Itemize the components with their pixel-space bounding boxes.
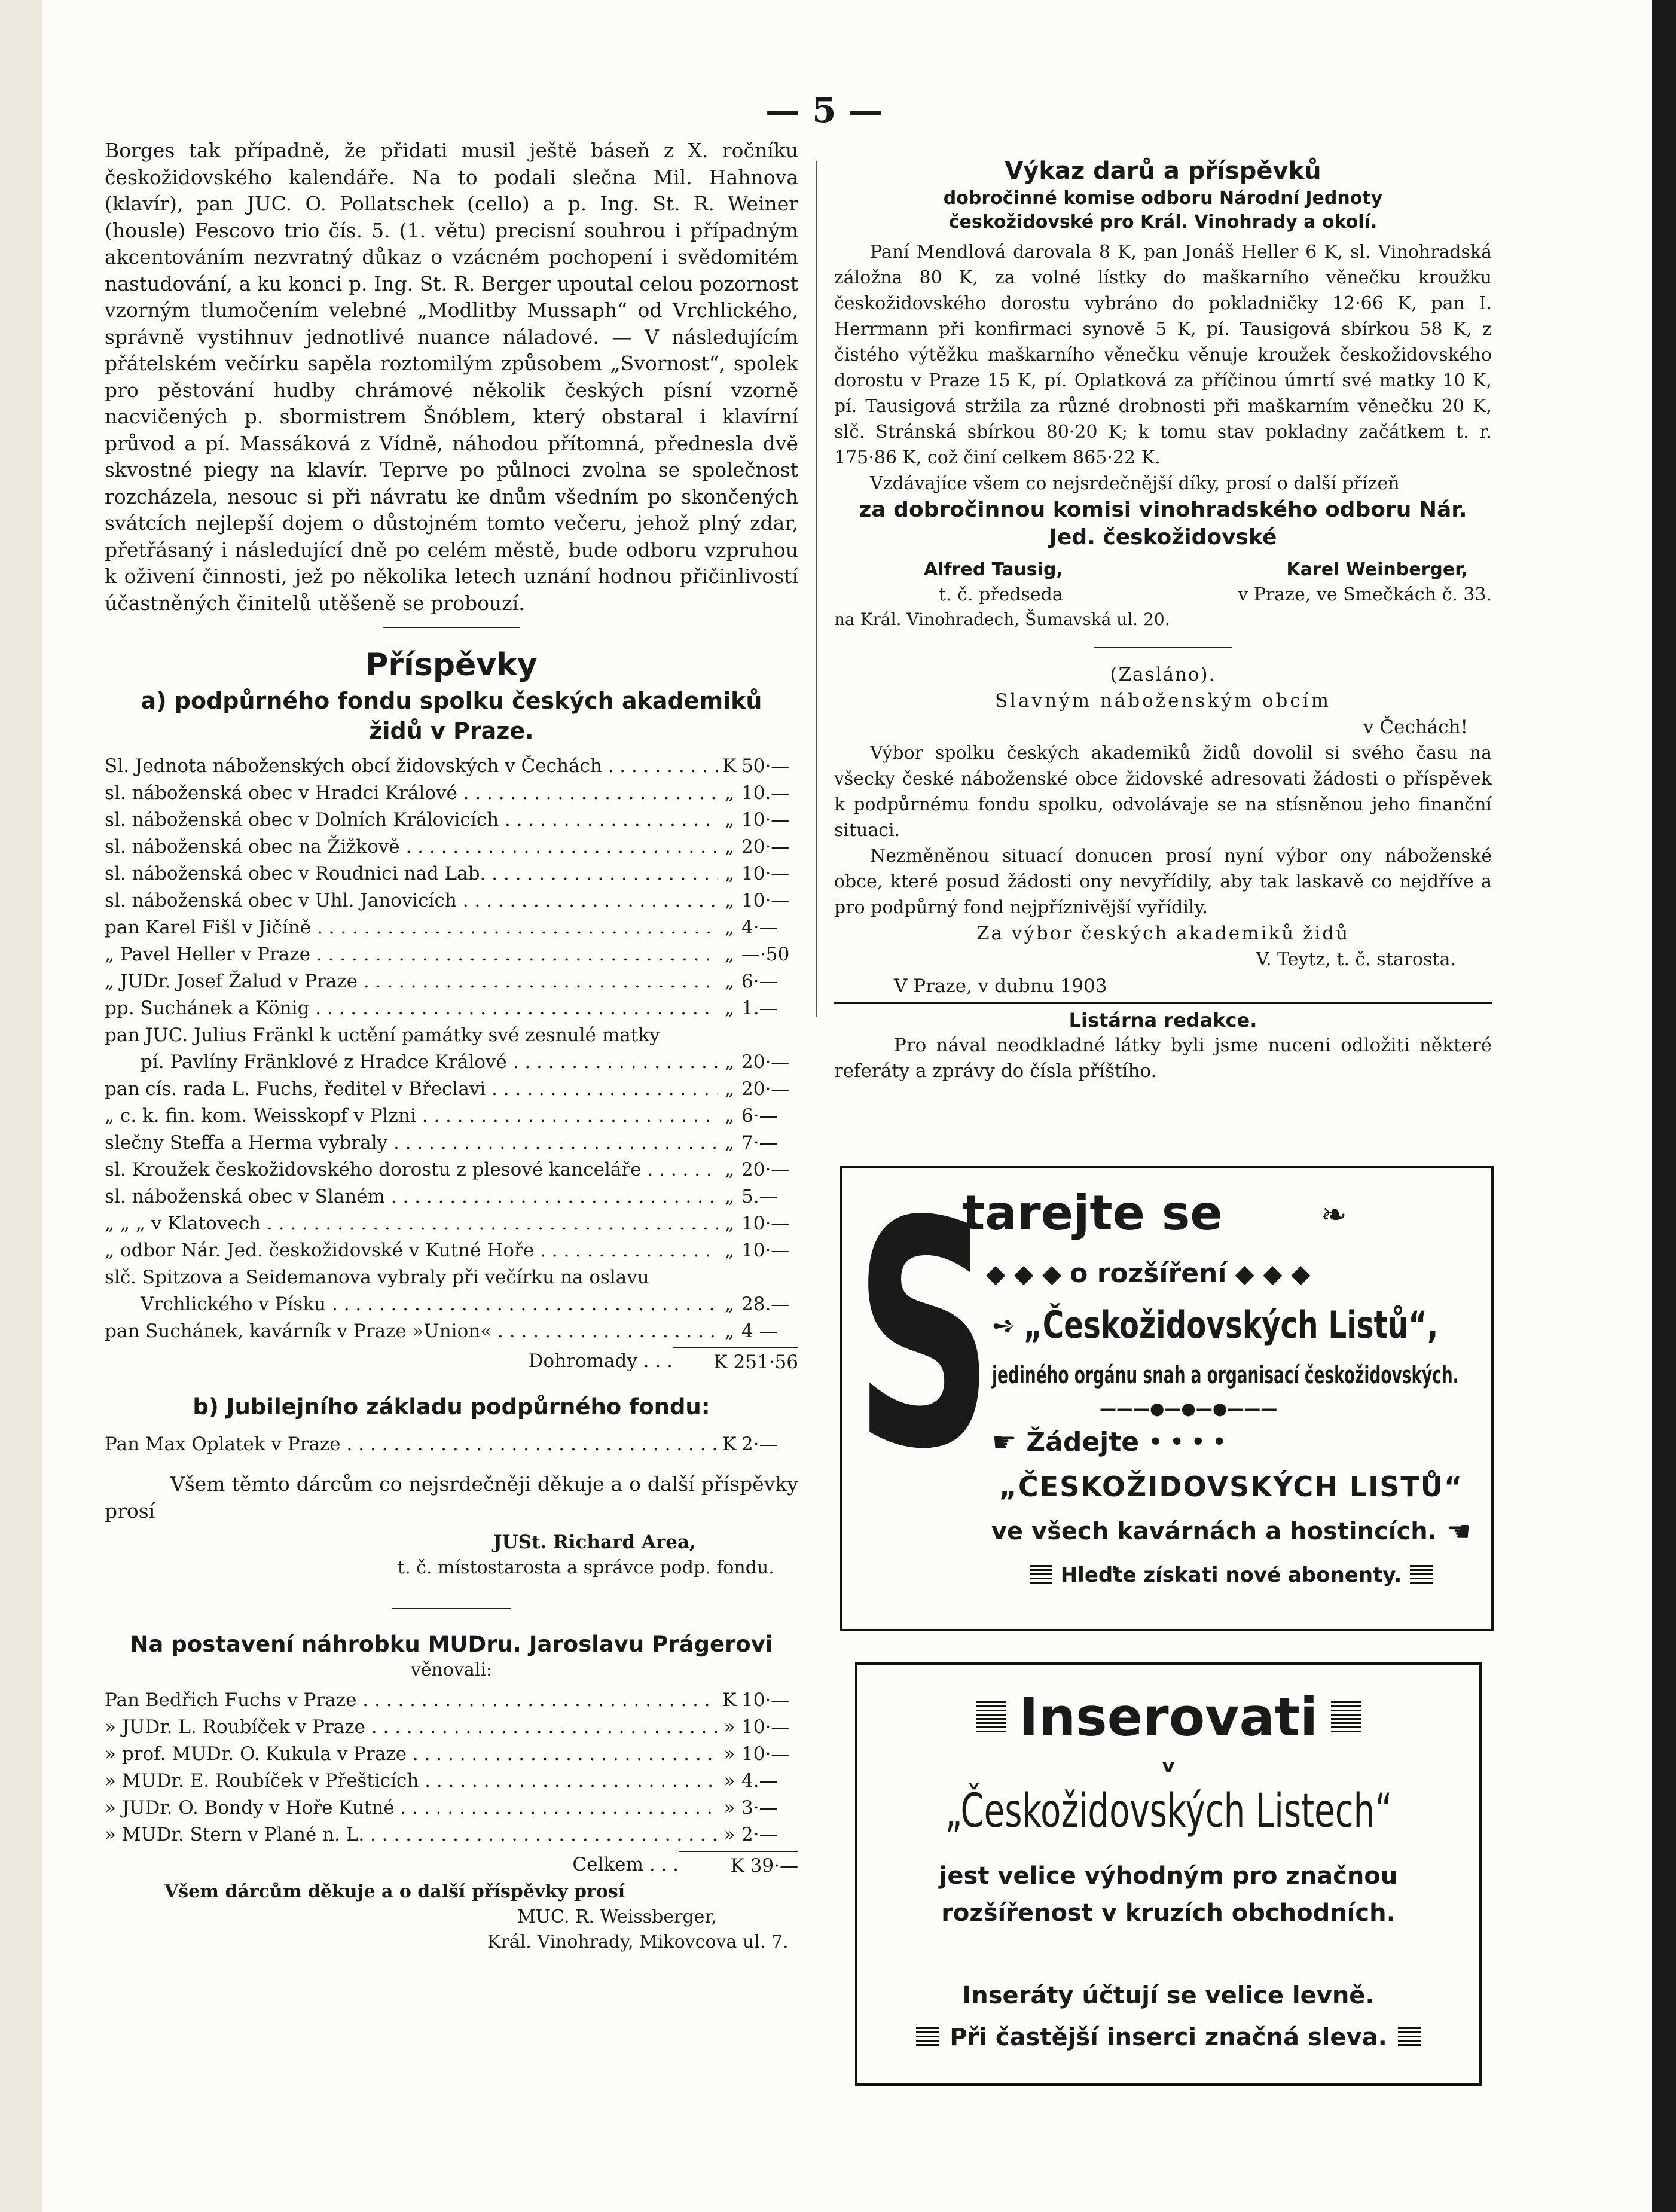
list-item xyxy=(105,1795,798,1822)
item-label: pan Suchánek, kavárník v Praze »Union« . . . xyxy=(105,1318,718,1345)
contrib-total-label: Dohromady . . . xyxy=(528,1350,673,1372)
ornament-arrow-icon: ➺ xyxy=(992,1309,1015,1341)
sent-where: v Čechách! xyxy=(1363,716,1468,738)
ad1-line5: Žádejte xyxy=(1026,1426,1140,1457)
editorial-title: Listárna redakce. xyxy=(1069,1009,1257,1032)
gifts-text: Paní Mendlová darovala 8 K, pan Jonáš Heller 6 K, sl. Vinohradská záložna 80 K, za volné lístky do maškarního věnečku kroužku českožidovského dorostu vybráno do pokladničky 12·66 K, pan I. Herrmann při konfirmaci synově 5 K, pí. Tausigová sbírkou 58 K, z čistého výtěžku maškarního věnečku věnuje kroužek českožidovského dorostu v Praze 15 K, pí. Oplatková za příčinou úmrtí své matky 10 K, pí. Tausigová stržila za různé drobnosti při maškarním věnečku 20 K, slč. Stránská sbírkou 80·20 K; k tomu stav pokladny začátkem t. r. 175·86 K, což činí celkem 865·22 K. xyxy=(834,242,1492,468)
page-number: — 5 — xyxy=(765,90,883,130)
item-currency: „ xyxy=(724,971,735,992)
list-item xyxy=(105,807,798,834)
item-label: slečny Steffa a Herma vybraly . . . xyxy=(105,1130,718,1157)
item-label: „ „ „ v Klatovech . . . xyxy=(105,1210,718,1237)
list-item xyxy=(105,1714,798,1741)
item-amount: 20·— xyxy=(741,1051,790,1073)
gifts-sign-names xyxy=(834,551,1492,582)
item-amount: 10·— xyxy=(741,1213,790,1234)
item-label: Pan Max Oplatek v Praze . . . xyxy=(105,1431,718,1458)
gifts-thanks: Vzdávajíce všem co nejsrdečnější díky, prosí o další přízeň xyxy=(870,473,1400,494)
grave-thanks: Všem dárcům děkuje a o další příspěvky prosí xyxy=(164,1881,625,1902)
item-currency: „ xyxy=(724,1051,735,1073)
jubilee-thanks: Všem těmto dárcům co nejsrdečněji děkuje a o další příspěvky prosí xyxy=(105,1472,798,1523)
editorial-text: Pro nával neodkladné látky byli jsme nuceni odložiti některé referáty a zprávy do čísla příštího. xyxy=(834,1035,1492,1082)
item-label: sl. náboženská obec v Slaném . . . xyxy=(105,1183,718,1210)
item-amount: 3·— xyxy=(741,1797,778,1819)
ad1-line7-row xyxy=(986,1515,1476,1548)
sent-by: Za výbor českých akademiků židů xyxy=(976,923,1350,944)
diamond-arrows-icon: ◆ ◆ ◆ xyxy=(1235,1259,1311,1288)
item-currency: „ xyxy=(724,863,735,884)
ad1-line8: Hleďte získati nové abonenty. xyxy=(1060,1563,1402,1587)
big-initial-s: S xyxy=(854,1155,994,1517)
list-item xyxy=(105,1237,798,1264)
item-amount: 4.— xyxy=(741,1770,778,1792)
list-item xyxy=(105,1741,798,1768)
sent-sign: V. Teytz, t. č. starosta. xyxy=(1256,949,1456,970)
item-label: Sl. Jednota náboženských obcí židovských v Čechách . . . xyxy=(105,753,718,780)
item-label: pp. Suchánek a König . . . xyxy=(105,995,718,1022)
item-currency: „ xyxy=(724,1105,735,1127)
item-amount: 4·— xyxy=(741,917,778,938)
item-label: » MUDr. E. Roubíček v Přešticích . . . xyxy=(105,1768,718,1795)
item-amount: 1.— xyxy=(741,997,778,1019)
grave-list xyxy=(105,1687,798,1848)
item-label: sl. náboženská obec v Roudnici nad Lab. . . . xyxy=(105,861,718,887)
list-item xyxy=(105,1291,798,1318)
sign-address: na Král. Vinohradech, Šumavská ul. 20. xyxy=(834,609,1170,629)
ornament-icon: ❧ xyxy=(1321,1197,1347,1233)
item-amount: —·50 xyxy=(741,944,790,965)
item-amount: 7·— xyxy=(741,1132,778,1154)
contrib-total: K 251·56 xyxy=(673,1347,798,1376)
hatched-bar-icon xyxy=(976,1701,1006,1734)
item-amount: 5.— xyxy=(741,1186,778,1207)
item-amount: 2·— xyxy=(741,1824,778,1845)
pointing-hand-icon: ☛ xyxy=(992,1426,1017,1458)
item-label: pan cís. rada L. Fuchs, ředitel v Břeclavi . . . xyxy=(105,1076,718,1103)
ad2-text1: jest velice výhodným pro značnou rozšířenost v kruzích obchodních. xyxy=(939,1862,1398,1927)
item-currency: „ xyxy=(724,997,735,1019)
advertisement-subscribe xyxy=(840,1155,1494,1631)
hatched-bar-icon xyxy=(916,2027,939,2048)
gifts-title: Výkaz darů a příspěvků xyxy=(1005,157,1321,185)
item-label: sl. náboženská obec v Uhl. Janovicích . . . xyxy=(105,887,718,914)
item-amount: 10·— xyxy=(741,1240,790,1261)
contrib-subtitle: a) podpůrného fondu spolku českých akademiků židů v Praze. xyxy=(141,688,762,744)
list-item xyxy=(105,834,798,861)
item-currency: „ xyxy=(724,1132,735,1154)
ad1-line2: o rozšíření xyxy=(1070,1258,1227,1289)
jubilee-sign-name: JUSt. Richard Area, xyxy=(493,1531,696,1553)
item-amount: 10·— xyxy=(741,809,790,831)
pointing-hand-icon: ☚ xyxy=(1446,1515,1472,1548)
item-amount: 20·— xyxy=(741,1078,790,1100)
item-currency: „ xyxy=(724,1078,735,1100)
item-currency: „ xyxy=(724,1186,735,1207)
sign-left-role: t. č. předseda xyxy=(939,584,1063,605)
item-amount: 6·— xyxy=(741,1105,778,1127)
ad2-text3-row xyxy=(857,2024,1479,2051)
contrib-title: Příspěvky xyxy=(365,647,538,683)
left-column xyxy=(105,138,798,1955)
list-item xyxy=(105,968,798,995)
ad2-text2: Inseráty účtují se velice levně. xyxy=(962,1982,1375,2009)
item-amount: 20·— xyxy=(741,1159,790,1180)
item-currency: K xyxy=(722,1689,737,1711)
item-amount: 4 — xyxy=(741,1320,778,1342)
item-label: sl. Kroužek českožidovského dorostu z plesové kanceláře . . . xyxy=(105,1157,718,1183)
item-amount: 20·— xyxy=(741,836,790,858)
item-currency: K xyxy=(722,1433,737,1455)
ad1-line4-wrap xyxy=(992,1359,1482,1392)
divider xyxy=(1094,647,1232,648)
item-amount: 10·— xyxy=(741,890,790,911)
jubilee-title: b) Jubilejního základu podpůrného fondu: xyxy=(193,1394,710,1420)
list-item xyxy=(105,941,798,968)
item-currency: „ xyxy=(724,944,735,965)
ad1-line3-row xyxy=(992,1301,1555,1349)
list-item xyxy=(105,1103,798,1130)
list-item xyxy=(105,780,798,807)
item-currency: „ xyxy=(724,890,735,911)
divider xyxy=(392,1608,511,1609)
dotted-rule-icon: ———●—●—●——— xyxy=(1100,1399,1278,1418)
ad1-line3: „Českožidovských Listů“, xyxy=(1023,1303,1438,1347)
item-label: pan JUC. Julius Fränkl k uctění památky své zesnulé matky xyxy=(105,1024,660,1046)
thick-rule xyxy=(834,1002,1492,1004)
item-currency: K xyxy=(722,755,737,777)
ad2-name: „Českožidovských Listech“ xyxy=(945,1784,1392,1838)
jubilee-sign-role: t. č. místostarosta a správce podp. fondu. xyxy=(398,1557,774,1578)
list-item xyxy=(105,1076,798,1103)
list-item xyxy=(105,753,798,780)
item-amount: 28.— xyxy=(741,1293,790,1315)
list-item xyxy=(105,914,798,941)
item-currency: „ xyxy=(724,1213,735,1234)
item-currency: „ xyxy=(724,836,735,858)
ad2-v: v xyxy=(1162,1755,1175,1777)
list-item xyxy=(105,1687,798,1714)
item-currency: » xyxy=(723,1716,735,1738)
item-currency: » xyxy=(723,1797,735,1819)
ad2-title: Inserovati xyxy=(1018,1686,1318,1748)
sent-date: V Praze, v dubnu 1903 xyxy=(894,975,1107,997)
item-currency: » xyxy=(723,1770,735,1792)
list-item xyxy=(105,1210,798,1237)
list-item xyxy=(105,1768,798,1795)
contrib-list xyxy=(105,753,798,1345)
sign-right-name: Karel Weinberger, xyxy=(1286,559,1468,580)
ad2-name-wrap xyxy=(857,1778,1479,1844)
item-label: Vrchlického v Písku . . . xyxy=(105,1291,718,1318)
item-label: „ c. k. fin. kom. Weisskopf v Plzni . . . xyxy=(105,1103,718,1130)
hatched-bar-icon xyxy=(1331,1701,1361,1734)
item-amount: 10·— xyxy=(741,1743,790,1765)
item-label: pí. Pavlíny Fränklové z Hradce Králové . . . xyxy=(105,1049,718,1076)
sign-right-role: v Praze, ve Smečkách č. 33. xyxy=(1238,584,1492,605)
sent-label: (Zasláno). xyxy=(1110,664,1216,685)
item-currency: » xyxy=(723,1824,735,1845)
item-amount: 10·— xyxy=(741,1716,790,1738)
sent-greeting: Slavným náboženským obcím xyxy=(994,690,1332,712)
item-label: sl. náboženská obec na Žižkově . . . xyxy=(105,834,718,861)
advertisement-inserovati xyxy=(855,1662,1482,2086)
ad1-line8-row xyxy=(986,1563,1476,1587)
gifts-sign-roles xyxy=(834,582,1492,608)
list-item xyxy=(105,1130,798,1157)
list-item xyxy=(105,1183,798,1210)
list-item xyxy=(105,1822,798,1848)
item-currency: „ xyxy=(724,1159,735,1180)
item-currency: „ xyxy=(724,917,735,938)
ad1-line6-wrap xyxy=(986,1470,1476,1503)
item-label: » JUDr. L. Roubíček v Praze . . . xyxy=(105,1714,718,1741)
hatched-bar-icon xyxy=(1410,1565,1433,1585)
list-item xyxy=(105,861,798,887)
hatched-bar-icon xyxy=(1030,1565,1052,1585)
right-column xyxy=(834,155,1492,1084)
item-label: sl. náboženská obec v Dolních Královicích . . . xyxy=(105,807,718,834)
item-currency: „ xyxy=(724,782,735,804)
contrib-total-row xyxy=(105,1347,798,1376)
item-label: slč. Spitzova a Seidemanova vybraly při večírku na oslavu xyxy=(105,1267,649,1288)
item-currency: „ xyxy=(724,1320,735,1342)
gifts-commission: za dobročinnou komisi vinohradského odboru Nár. Jed. českožidovské xyxy=(859,498,1467,550)
ad1-line7: ve všech kavárnách a hostincích. xyxy=(991,1518,1437,1545)
sent-paragraph-2: Nezměněnou situací donucen prosí nyní výbor ony náboženské obce, které posud žádosti ony nevyřídily, aby tak laskavě co nejdříve a pro podpůrný fond nejpříznivější vyřídily. xyxy=(834,846,1492,918)
ad1-line1: tarejte se xyxy=(962,1185,1223,1241)
item-amount: 6·— xyxy=(741,971,778,992)
page-edge-left xyxy=(0,0,42,2212)
ad1-line4: jediného orgánu snah a organisací českožidovských. xyxy=(992,1362,1459,1389)
sign-left-name: Alfred Tausig, xyxy=(924,559,1063,580)
list-item xyxy=(105,1264,798,1291)
item-currency: „ xyxy=(724,1240,735,1261)
jubilee-list xyxy=(105,1431,798,1458)
grave-sign-name: MUC. R. Weissberger, xyxy=(517,1906,717,1927)
item-label: » JUDr. O. Bondy v Hoře Kutné . . . xyxy=(105,1795,718,1822)
sent-paragraph-1: Výbor spolku českých akademiků židů dovolil si svého času na všecky české náboženské obce židovské adresovati žádosti o příspěvek k podpůrnému fondu spolku, odvolávaje se na stísněnou jeho finanční situaci. xyxy=(834,743,1492,841)
item-label: Pan Bedřich Fuchs v Praze . . . xyxy=(105,1687,718,1714)
item-label: » prof. MUDr. O. Kukula v Praze . . . xyxy=(105,1741,718,1768)
grave-subtitle: věnovali: xyxy=(410,1659,493,1680)
dots-icon: • • • • xyxy=(1149,1429,1226,1454)
divider xyxy=(383,627,520,628)
list-item xyxy=(105,1318,798,1345)
item-label: „ Pavel Heller v Praze . . . xyxy=(105,941,718,968)
hatched-bar-icon xyxy=(1398,2027,1421,2048)
ad1-line2-row xyxy=(986,1258,1311,1289)
gifts-subtitle: dobročinné komise odboru Národní Jednoty českožidovské pro Král. Vinohrady a okolí. xyxy=(943,188,1383,233)
item-label: » MUDr. Stern v Plané n. L. . . . xyxy=(105,1822,718,1848)
ad2-title-row xyxy=(857,1686,1479,1748)
diamond-arrows-icon: ◆ ◆ ◆ xyxy=(986,1259,1062,1288)
ad2-text3: Při častější inserci značná sleva. xyxy=(950,2024,1387,2051)
item-currency: „ xyxy=(724,809,735,831)
item-currency: » xyxy=(723,1743,735,1765)
list-item xyxy=(105,1157,798,1183)
list-item xyxy=(105,995,798,1022)
item-currency: „ xyxy=(724,1293,735,1315)
grave-title: Na postavení náhrobku MUDru. Jaroslavu Prágerovi xyxy=(130,1631,773,1657)
list-item xyxy=(105,887,798,914)
item-label: „ JUDr. Josef Žalud v Praze . . . xyxy=(105,968,718,995)
grave-total-label: Celkem . . . xyxy=(572,1854,679,1875)
grave-total: K 39·— xyxy=(679,1851,798,1880)
item-amount: 2·— xyxy=(741,1433,778,1455)
ad1-line6: „ČESKOŽIDOVSKÝCH LISTŮ“ xyxy=(999,1470,1464,1503)
item-amount: 50·— xyxy=(741,755,790,777)
item-label: pan Karel Fišl v Jičíně . . . xyxy=(105,914,718,941)
list-item xyxy=(105,1022,798,1049)
intro-paragraph: Borges tak případně, že přidati musil ještě báseň z X. ročníku českožidovského kalendáře. Na to podali slečna Mil. Hahnova (klavír), pan JUC. O. Pollatschek (cello) a p. Ing. St. R. Weiner (housle) Fescovo trio čís. 5. (1. větu) precisní souhrou i případným akcentováním nezvratný důkaz o vzácném pochopení i svědomitém nastudování, a ku konci p. Ing. St. R. Berger upoutal celou pozornost vzorným tlumočením velebné „Modlitby Mussaph“ od Vrchlického, správně vystihnuv jednotlivé nuance náladové. — V následujícím přátelském večírku sapěla roztomilým způsobem „Svornost“, spolek pro pěstování hudby chrámové několik českých písní vzorně nacvičených p. sbormistrem Šnóblem, který obstaral i klavírní průvod a pí. Massáková z Vídně, náhodou přítomná, přednesla dvě skvostné piegy na klavír. Teprve po půlnoci zvolna se společnost rozcházela, nesouc si při návratu ke dnům všedním po skončených svátcích nejlepší dojem o důstojném tomto večeru, jehož plný zdar, přetřásaný i následující dně po celém městě, bude odboru vzpruhou k oživení činnosti, jež po několika letech uznání hodnou přičinlivostí účastněných činitelů utěšeně se probouzí. xyxy=(105,139,798,615)
list-item xyxy=(105,1431,798,1458)
item-amount: 10.— xyxy=(741,782,790,804)
item-label: „ odbor Nár. Jed. českožidovské v Kutné Hoře . . . xyxy=(105,1237,718,1264)
grave-sign-address: Král. Vinohrady, Mikovcova ul. 7. xyxy=(487,1932,789,1952)
grave-total-row xyxy=(105,1851,798,1880)
item-amount: 10·— xyxy=(741,863,790,884)
ad1-line5-row xyxy=(992,1426,1226,1458)
list-item xyxy=(105,1049,798,1076)
page-edge-right xyxy=(1652,0,1676,2212)
item-label: sl. náboženská obec v Hradci Králové . . . xyxy=(105,780,718,807)
column-rule xyxy=(816,161,817,1017)
item-amount: 10·— xyxy=(741,1689,790,1711)
